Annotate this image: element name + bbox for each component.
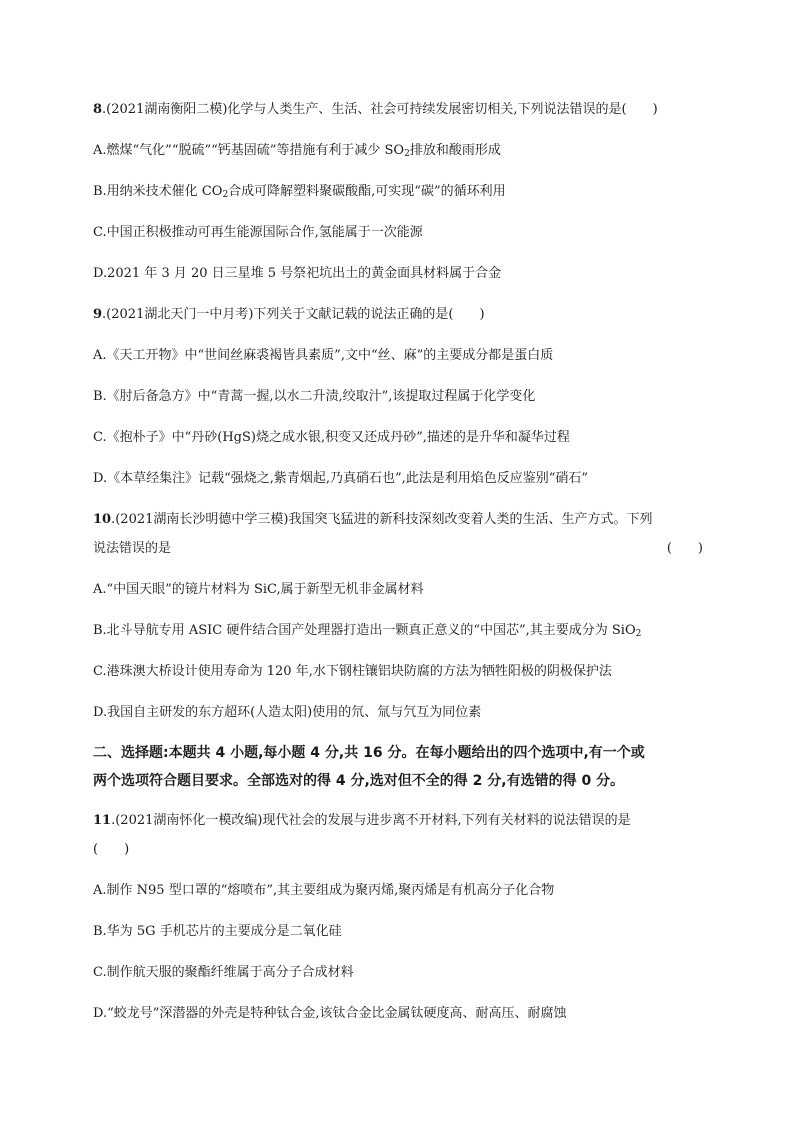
q8-option-a-tail: 排放和酸雨形成 [409, 143, 501, 158]
section2-line2: 两个选项符合题目要求。全部选对的得 4 分,选对但不全的得 2 分,有选错的得 0 分。 [93, 773, 625, 789]
q8-option-b-tail: 合成可降解塑料聚碳酸酯,可实现“碳”的循环利用 [228, 184, 506, 199]
q10-option-b [93, 623, 703, 639]
q10-stem-line1 [93, 512, 703, 528]
q9-option-c: C.《抱朴子》中“丹砂(HgS)烧之成水银,积变又还成丹砂”,描述的是升华和凝华过程 [93, 430, 570, 445]
q9-option-a: A.《天工开物》中“世间丝麻裘褐皆具素质”,文中“丝、麻”的主要成分都是蛋白质 [93, 348, 554, 363]
q8-option-b-text: B.用纳米技术催化 CO [93, 184, 223, 199]
q8-option-b-subscript: 2 [222, 190, 229, 200]
q9-stem-text: .(2021湖北天门一中月考)下列关于文献记载的说法正确的是( ) [102, 307, 485, 322]
q10-stem-line2-text: 说法错误的是 [93, 541, 172, 556]
q11-stem-line2: ( ) [93, 842, 130, 857]
q9-option-b: B.《肘后备急方》中“青蒿一握,以水二升渍,绞取汁”,该提取过程属于化学变化 [93, 389, 536, 404]
q9-stem [93, 307, 703, 323]
q10-option-a: A.“中国天眼”的镜片材料为 SiC,属于新型无机非金属材料 [93, 582, 424, 597]
q9-option-d: D.《本草经集注》记载“强烧之,紫青烟起,乃真硝石也”,此法是利用焰色反应鉴别“硝石” [93, 471, 589, 486]
q10-stem-line2 [93, 541, 703, 557]
q10-option-b-text: B.北斗导航专用 ASIC 硬件结合国产处理器打造出一颗真正意义的“中国芯”,其主要成分为 SiO [93, 623, 636, 638]
q8-option-c: C.中国正积极推动可再生能源国际合作,氢能属于一次能源 [93, 225, 423, 240]
q8-option-a [93, 143, 703, 159]
q10-answer-paren: ( ) [666, 541, 703, 556]
q11-stem-line1 [93, 813, 703, 829]
q8-option-d: D.2021 年 3 月 20 日三星堆 5 号祭祀坑出土的黄金面具材料属于合金 [93, 266, 502, 281]
q8-number: 8 [93, 102, 103, 117]
q11-option-a: A.制作 N95 型口罩的“熔喷布”,其主要组成为聚丙烯,聚丙烯是有机高分子化合物 [93, 883, 555, 898]
q9-number: 9 [93, 307, 103, 322]
q10-option-c: C.港珠澳大桥设计使用寿命为 120 年,水下钢柱镶铝块防腐的方法为牺牲阳极的阴极保护法 [93, 664, 612, 679]
q8-option-a-text: A.燃煤“气化”“脱硫”“钙基固硫”等措施有利于减少 SO [93, 143, 405, 158]
q8-option-a-subscript: 2 [404, 149, 410, 159]
q11-option-c: C.制作航天服的聚酯纤维属于高分子合成材料 [93, 965, 354, 980]
q10-number: 10 [93, 512, 112, 527]
q11-number: 11 [93, 813, 112, 828]
q8-stem-text: .(2021湖南衡阳二模)化学与人类生产、生活、社会可持续发展密切相关,下列说法错误的是( ) [102, 102, 658, 117]
q11-option-d: D.“蛟龙号”深潜器的外壳是特种钛合金,该钛合金比金属钛硬度高、耐高压、耐腐蚀 [93, 1006, 567, 1021]
q11-option-b: B.华为 5G 手机芯片的主要成分是二氧化硅 [93, 924, 342, 939]
q8-stem [93, 102, 703, 118]
q8-option-b [93, 184, 703, 200]
q11-stem-text: .(2021湖南怀化一模改编)现代社会的发展与进步离不开材料,下列有关材料的说法错误的是 [111, 813, 631, 828]
section2-line1: 二、选择题:本题共 4 小题,每小题 4 分,共 16 分。在每小题给出的四个选项中,有一个或 [93, 745, 645, 761]
q10-stem-text: .(2021湖南长沙明德中学三模)我国突飞猛进的新科技深刻改变着人类的生活、生产方式。下列 [111, 512, 653, 527]
q10-option-d: D.我国自主研发的东方超环(人造太阳)使用的氘、氚与氕互为同位素 [93, 705, 482, 720]
q10-option-b-subscript: 2 [635, 629, 642, 639]
